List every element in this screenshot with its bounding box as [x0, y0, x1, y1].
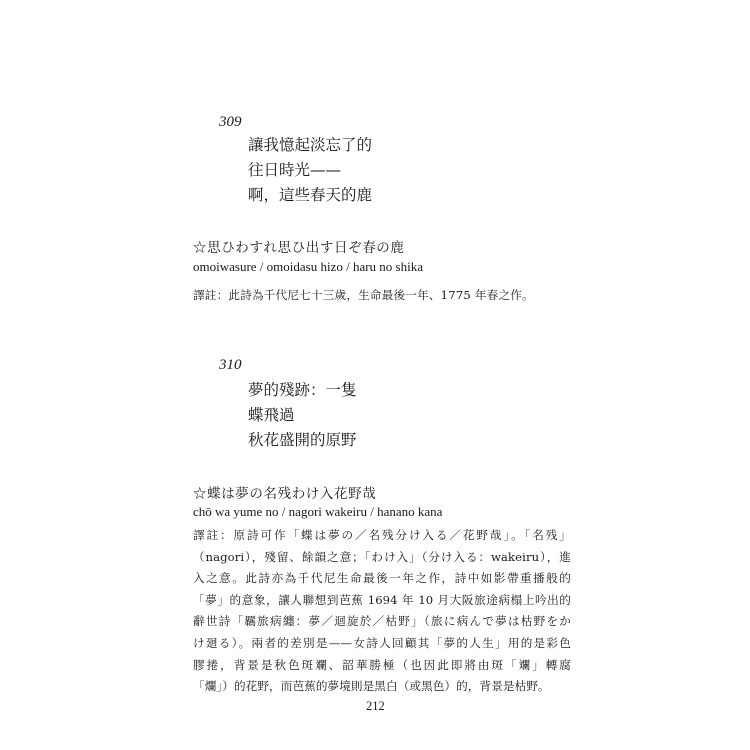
- poem-310-romaji: chō wa yume no / nagori wakeiru / hanano kana: [193, 504, 443, 519]
- note-line: 入之意。此詩亦為千代尼生命最後一年之作，詩中如影帶重播般的: [193, 571, 571, 586]
- poem-309-romaji: omoiwasure / omoidasu hizo / haru no shika: [193, 259, 423, 274]
- poem-line: 讓我憶起淡忘了的: [248, 136, 373, 154]
- poem-number-309: 309: [219, 114, 242, 130]
- poem-line: 蝶飛過: [248, 406, 295, 424]
- poem-310-japanese: ☆蝶は夢の名残わけ入花野哉: [193, 486, 377, 502]
- poem-309-japanese: ☆思ひわすれ思ひ出す日ぞ春の鹿: [193, 240, 405, 256]
- poem-line: 往日時光——: [248, 161, 342, 179]
- poem-310-note: [193, 525, 571, 698]
- note-line: 「爛」）的花野，而芭蕉的夢境則是黑白（或黑色）的，背景是枯野。: [193, 679, 550, 694]
- poem-309-note: 譯註：此詩為千代尼七十三歲，生命最後一年、1775 年春之作。: [193, 288, 534, 302]
- poem-line: 夢的殘跡：一隻: [248, 381, 357, 399]
- note-line: け廻る）。兩者的差別是——女詩人回顧其「夢的人生」用的是彩色: [193, 635, 571, 650]
- note-line: 譯註：原詩可作「蝶は夢の／名残分け入る／花野哉」。「名残」: [193, 528, 571, 542]
- poem-line: 秋花盛開的原野: [248, 431, 357, 449]
- poem-310-translation: [248, 378, 357, 453]
- poem-309-translation: [248, 133, 372, 208]
- poem-line: 啊，這些春天的鹿: [248, 186, 373, 204]
- poem-number-310: 310: [219, 357, 242, 373]
- note-line: 膠捲，背景是秋色斑斕、韶華勝極（也因此即將由斑「斕」轉腐: [193, 657, 571, 672]
- note-line: 辭世詩「羈旅病纏：夢／迴旋於／枯野」（旅に病んで夢は枯野をか: [193, 614, 571, 629]
- page-number: 212: [366, 699, 385, 713]
- note-line: 「夢」的意象，讓人聯想到芭蕉 1694 年 10 月大阪旅途病榻上吟出的: [193, 592, 571, 607]
- note-line: （nagori），殘留、餘韻之意；「わけ入」（分け入る：wakeiru），進: [193, 549, 571, 564]
